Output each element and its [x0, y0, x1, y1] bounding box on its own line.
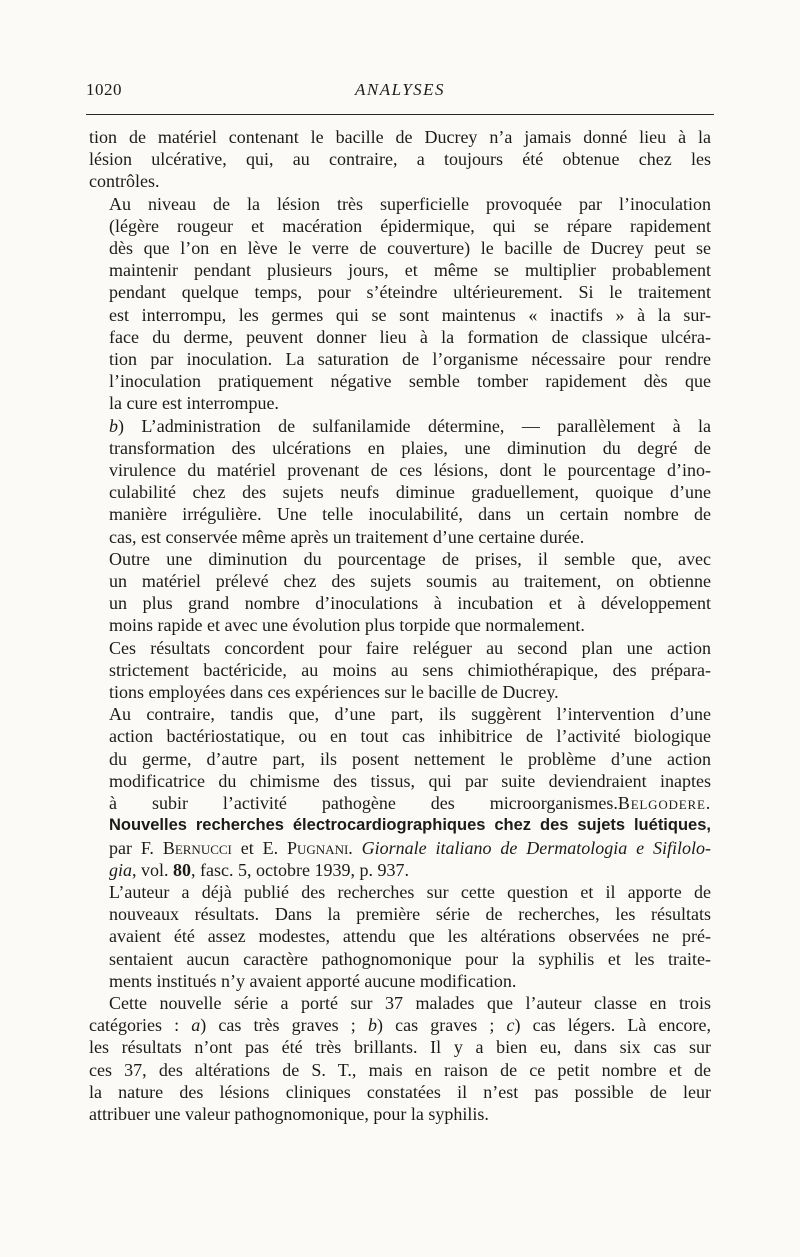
reviewer-signature: Belgodere. [617, 793, 711, 814]
journal-title: gia [109, 859, 133, 880]
text-line: Cette nouvelle série a porté sur 37 malades que l’auteur classe en trois [109, 992, 711, 1013]
running-title: ANALYSES [354, 80, 446, 99]
text-line: attribuer une valeur pathognomonique, pour la syphilis. [89, 1103, 489, 1124]
text-fragment: ) L’administration de sulfanilamide détermine, — parallèlement à la [118, 415, 711, 436]
text-line [89, 1014, 711, 1036]
citation-line: par F. Bernucci et E. Pugnani. Giornale italiano de Dermatologia e Sifilolo- [109, 837, 711, 858]
text-line: culabilité chez des sujets neufs diminue graduellement, quoique d’une [109, 482, 711, 503]
text-line: nouveaux résultats. Dans la première série de recherches, les résultats [109, 904, 711, 925]
header-rule [86, 114, 714, 115]
text-line: tions employées dans ces expériences sur le bacille de Ducrey. [109, 682, 559, 703]
paragraph-auteur [89, 881, 711, 992]
text-line: action bactériostatique, ou en tout cas inhibitrice de l’activité biologique [109, 726, 711, 747]
text-line [89, 415, 711, 437]
text-line: la nature des lésions cliniques constatées il n’est pas possible de leur [89, 1081, 711, 1102]
text-fragment: à subir l’activité pathogène des microorganismes. [109, 793, 618, 814]
author-name: Pugnani [287, 837, 349, 858]
text-line: L’auteur a déjà publié des recherches sur cette question et il apporte de [109, 881, 711, 902]
paragraph-resultats [89, 637, 711, 704]
text-line: ces 37, des altérations de S. T., mais en raison de ce petit nombre et de [89, 1059, 711, 1080]
text-line: Outre une diminution du pourcentage de prises, il semble que, avec [109, 548, 711, 569]
item-label-a: a [191, 1015, 201, 1036]
text-line: manière irrégulière. Une telle inoculabilité, dans un certain nombre de [109, 504, 711, 525]
text-fragment: ) cas très graves ; [200, 1015, 368, 1036]
page-number: 1020 [86, 80, 122, 99]
article-citation [89, 837, 711, 881]
paragraph-lesion-level [89, 193, 711, 415]
item-label-c: c [506, 1015, 515, 1036]
paragraph-nouvelle-serie [89, 992, 711, 1125]
text-line: un matériel prélevé chez des sujets soumis au traitement, on obtienne [109, 571, 711, 592]
citation-line [109, 859, 711, 881]
volume-number: 80 [173, 859, 192, 880]
text-line: Au contraire, tandis que, d’une part, ils suggèrent l’intervention d’une [109, 704, 711, 725]
text-line [89, 792, 711, 814]
text-line: maintenir pendant plusieurs jours, et même se multiplier probablement [109, 260, 711, 281]
text-line: sentaient aucun caractère pathognomonique pour la syphilis et les traite- [109, 948, 711, 969]
article-title: Nouvelles recherches électrocardiographiques chez des sujets luétiques, [109, 816, 711, 835]
text-fragment: , fasc. 5, octobre 1939, p. 937. [191, 859, 409, 880]
text-line: les résultats n’ont pas été très brillants. Il y a bien eu, dans six cas sur [89, 1037, 711, 1058]
body-text [89, 126, 711, 1125]
text-line: pendant quelque temps, pour s’éteindre ultérieurement. Si le traitement [109, 282, 711, 303]
page-header [86, 80, 714, 102]
text-line: l’inoculation pratiquement négative semble tomber rapidement dès que [109, 371, 711, 392]
text-line: avaient été assez modestes, attendu que les altérations observées ne pré- [109, 926, 711, 947]
author-name: Bernucci [162, 837, 232, 858]
text-line: face du derme, peuvent donner lieu à la formation de classique ulcéra- [109, 326, 711, 347]
text-line: Au niveau de la lésion très superficielle provoquée par l’inoculation [109, 193, 711, 214]
text-line: tion par inoculation. La saturation de l’organisme nécessaire pour rendre [109, 349, 711, 370]
text-line: ments institués n’y avaient apporté aucune modification. [109, 970, 517, 991]
text-line: est interrompu, les germes qui se sont maintenus « inactifs » à la sur- [109, 304, 711, 325]
text-line: strictement bactéricide, au moins au sens chimiothérapique, des prépara- [109, 659, 711, 680]
text-line: un plus grand nombre d’inoculations à incubation et à développement [109, 593, 711, 614]
paragraph-sulfanilamide [89, 415, 711, 548]
text-fragment: , vol. [132, 859, 174, 880]
text-line: la cure est interrompue. [109, 393, 279, 414]
paragraph-diminution [89, 548, 711, 637]
text-line: virulence du matériel provenant de ces lésions, dont le pourcentage d’ino- [109, 460, 711, 481]
text-line: dès que l’on en lève le verre de couverture) le bacille de Ducrey peut se [109, 238, 711, 259]
text-line: (légère rougeur et macération épidermique, qui se répare rapidement [109, 215, 711, 236]
text-line: lésion ulcérative, qui, au contraire, a toujours été obtenue chez les [89, 149, 711, 170]
item-label-b: b [367, 1015, 377, 1036]
journal-title: Giornale italiano de Dermatologia e Sifilolo- [361, 837, 711, 858]
paragraph-au-contraire [89, 703, 711, 814]
item-label-b: b [109, 415, 118, 436]
text-fragment: ) cas légers. Là encore, [514, 1015, 711, 1036]
text-fragment: ) cas graves ; [376, 1015, 507, 1036]
text-line: moins rapide et avec une évolution plus torpide que normalement. [109, 615, 585, 636]
text-fragment: et E. [231, 837, 287, 858]
text-line: contrôles. [89, 171, 160, 192]
text-line: tion de matériel contenant le bacille de Ducrey n’a jamais donné lieu à la [89, 127, 711, 147]
paragraph-continuation [89, 126, 711, 193]
text-line: du germe, d’autre part, ils posent nettement le problème d’une action [109, 748, 711, 769]
text-line: transformation des ulcérations en plaies, une diminution du degré de [109, 437, 711, 458]
text-fragment: par F. [109, 837, 163, 858]
text-line: cas, est conservée même après un traitement d’une certaine durée. [109, 526, 585, 547]
article-heading [89, 814, 711, 836]
text-fragment: catégories : [89, 1015, 192, 1036]
text-line: modificatrice du chimisme des tissus, qui par suite deviendraient inaptes [109, 770, 711, 791]
text-line: Ces résultats concordent pour faire reléguer au second plan une action [109, 637, 711, 658]
